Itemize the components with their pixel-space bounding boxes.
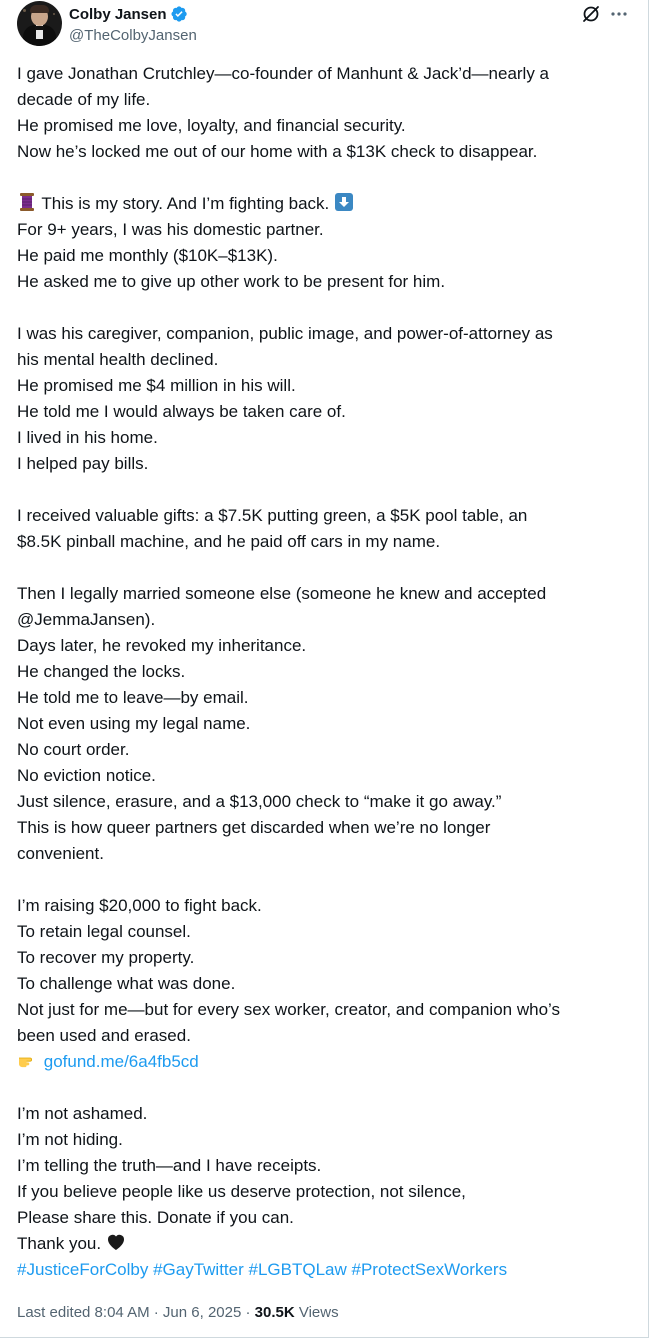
text-line: Then I legally married someone else (someone he knew and accepted (17, 584, 547, 603)
text-line: He told me to leave—by email. (17, 688, 249, 707)
hashtag-link[interactable]: #GayTwitter (153, 1260, 244, 1279)
text-line: To retain legal counsel. (17, 922, 191, 941)
text-line: I received valuable gifts: a $7.5K putting green, a $5K pool table, an (17, 506, 528, 525)
text-line: been used and erased. (17, 1026, 191, 1045)
text-line: I’m raising $20,000 to fight back. (17, 896, 262, 915)
views-count: 30.5K (254, 1304, 295, 1321)
fund-line (17, 1049, 637, 1075)
text-line: I was his caregiver, companion, public image, and power-of-attorney as (17, 324, 553, 343)
text-line: No court order. (17, 740, 130, 759)
text-line: He changed the locks. (17, 662, 186, 681)
thanks-text: Thank you. (17, 1234, 102, 1253)
more-options-icon[interactable] (609, 4, 629, 24)
story-line: This is my story. And I’m fighting back. (41, 194, 330, 213)
text-line: To recover my property. (17, 948, 195, 967)
text-line: He told me I would always be taken care of. (17, 402, 346, 421)
text-line: He paid me monthly ($10K–$13K). (17, 246, 278, 265)
text-line (17, 191, 637, 217)
text-line: This is how queer partners get discarded when we’re no longer (17, 818, 491, 837)
text-line: Now he’s locked me out of our home with a $13K check to disappear. (17, 142, 538, 161)
text-line: I lived in his home. (17, 428, 158, 447)
hashtags-line (17, 1257, 637, 1283)
text-line: He asked me to give up other work to be present for him. (17, 272, 446, 291)
text-line: $8.5K pinball machine, and he paid off cars in my name. (17, 532, 441, 551)
pointing-hand-emoji (17, 1050, 39, 1070)
hashtag-link[interactable]: #JusticeForColby (17, 1260, 149, 1279)
tweet-header (17, 1, 637, 49)
hashtag-link[interactable]: #ProtectSexWorkers (351, 1260, 508, 1279)
text-line: I’m not hiding. (17, 1130, 123, 1149)
text-line: @JemmaJansen). (17, 610, 156, 629)
text-line: decade of my life. (17, 90, 151, 109)
text-line: I’m telling the truth—and I have receipts. (17, 1156, 322, 1175)
down-arrow-emoji (334, 192, 354, 212)
text-line: No eviction notice. (17, 766, 156, 785)
tweet-meta (17, 1304, 339, 1321)
text-line: To challenge what was done. (17, 974, 236, 993)
hashtag-link[interactable]: #LGBTQLaw (248, 1260, 347, 1279)
black-heart-emoji (106, 1232, 126, 1252)
text-line: He promised me $4 million in his will. (17, 376, 296, 395)
text-line: I helped pay bills. (17, 454, 149, 473)
text-line: I gave Jonathan Crutchley—co-founder of Manhunt & Jack’d—nearly a (17, 64, 550, 83)
text-line: Just silence, erasure, and a $13,000 check to “make it go away.” (17, 792, 502, 811)
thanks-line (17, 1231, 637, 1257)
text-line: I’m not ashamed. (17, 1104, 148, 1123)
thread-spool-emoji (17, 192, 37, 212)
edited-timestamp[interactable]: Last edited 8:04 AM · Jun 6, 2025 · (17, 1304, 251, 1321)
text-line: He promised me love, loyalty, and financial security. (17, 116, 406, 135)
text-line: Days later, he revoked my inheritance. (17, 636, 307, 655)
gofundme-link[interactable]: gofund.me/6a4fb5cd (43, 1052, 199, 1071)
text-line: his mental health declined. (17, 350, 219, 369)
text-line: If you believe people like us deserve protection, not silence, (17, 1182, 466, 1201)
author-name-row[interactable] (69, 4, 188, 24)
grok-icon[interactable] (581, 4, 601, 24)
author-name[interactable]: Colby Jansen (69, 5, 167, 23)
text-line: Not even using my legal name. (17, 714, 251, 733)
author-handle[interactable]: @TheColbyJansen (69, 27, 197, 44)
text-line: For 9+ years, I was his domestic partner. (17, 220, 324, 239)
text-line: convenient. (17, 844, 104, 863)
views-label: Views (298, 1304, 339, 1321)
avatar[interactable] (17, 1, 62, 46)
text-line: Please share this. Donate if you can. (17, 1208, 294, 1227)
text-line: Not just for me—but for every sex worker, creator, and companion who’s (17, 1000, 560, 1019)
verified-badge-icon (170, 5, 188, 23)
tweet-text (17, 61, 637, 1283)
